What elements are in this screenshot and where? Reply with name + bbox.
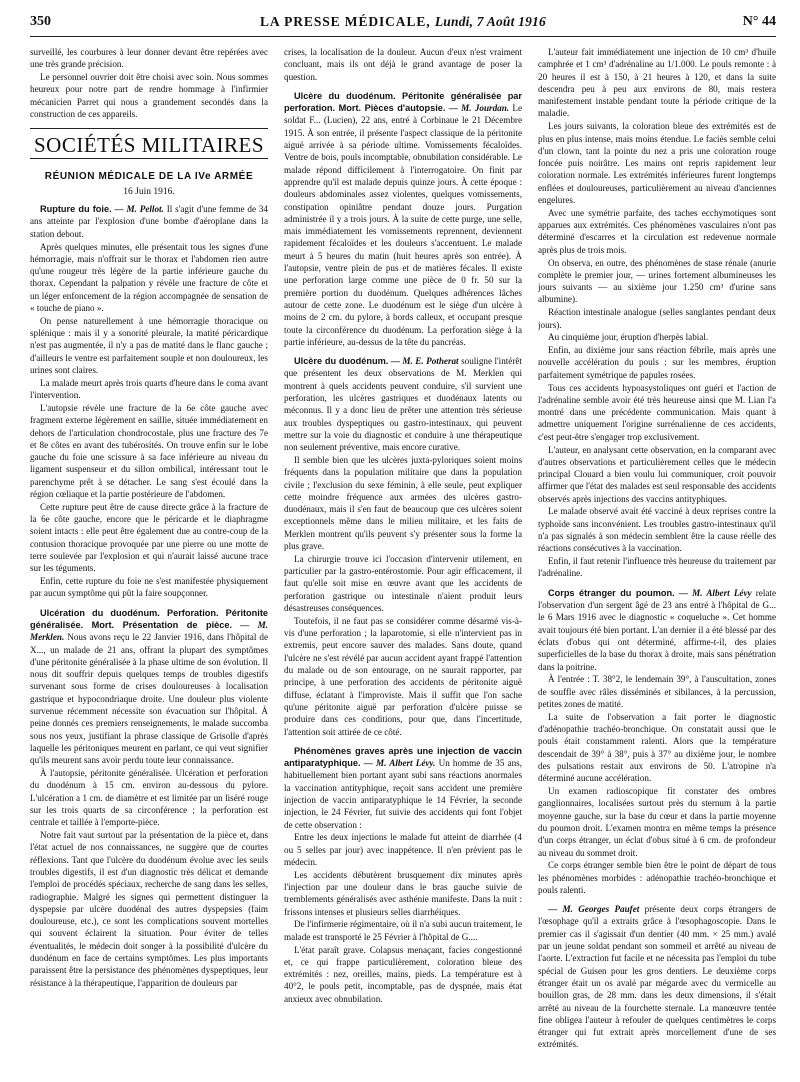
paragraph: Entre les deux injections le malade fut atteint de diarrhée (4 ou 5 selles par jour) avec inappétence. Il n'en prévient pas le médecin.: [284, 832, 522, 867]
paragraph: L'auteur, en analysant cette observation, en la comparant avec d'autres observations et particulièrement celles que le médecin principal Clouard a bien voulu lui communiquer, croit pouvoir affirmer que l'état des malades est seul responsable des accidents observés après injections des vaccins antityphiques.: [538, 444, 776, 504]
article-paragraph: [538, 903, 776, 1051]
journal-name: LA PRESSE MÉDICALE,: [260, 14, 431, 29]
paragraph: Toutefois, il ne faut pas se considérer comme désarmé vis-à-vis d'une perforation ; la laparotomie, si elle n'intervient pas in extremis, peut encore sauver des malades. Sans doute, quand l'ulcère ne s'est révélé par aucun accident ayant frappé l'attention du malade ou de son entourage, on ne saurait rapporter, par principe, à une perforation des accidents de péritonite aiguë diffuse, éclatant à l'improviste. Mais il suffit que l'on sache qu'une péritonite aiguë par perforation d'ulcère puisse se produire dans ces conditions, pour que, dans l'incertitude, l'attention soit attirée de ce côté.: [284, 615, 522, 737]
article-paragraph: [30, 607, 268, 767]
paragraph: Les accidents débutèrent brusquement dix minutes après l'injection par une douleur dans le bras gauche suivie de tremblements généralisés avec asthénie manifeste. Dans la nuit : frissons intenses et plusieurs selles diarrhéiques.: [284, 869, 522, 917]
paragraph: On pense naturellement à une hémorragie thoracique ou splénique : mais il y a sonorité pleurale, la matité péricardique n'est pas augmentée, il n'y a pas de matité dans le flanc gauche ; d'ailleurs le ventre est parfaitement souple et non douloureux, les urines sont claires.: [30, 315, 268, 376]
page-number: 350: [30, 14, 51, 29]
article-author: — M. Merklen.: [30, 619, 268, 643]
paragraph: Tous ces accidents hypoasystoliques ont guéri et l'action de l'adrénaline semble avoir été très heureuse ainsi que M. Lian l'a montré dans une précédente communication. Mais quant à admettre uniquement l'origine surrénalienne de ces accidents, c'est peut-être s'engager trop exclusivement.: [538, 382, 776, 442]
paragraph: La suite de l'observation a fait porter le diagnostic d'adénopathie trachéo-bronchique. On constatait aussi que le pouls était constamment ralenti. Alors que la température descendait de 39° à 38°, puis à 37° au dixième jour, le nombre des pulsations restait aux environs de 50. L'atropine n'a déterminé aucune accélération.: [538, 711, 776, 784]
paragraph: À l'autopsie, péritonite généralisée. Ulcération et perforation du duodénum à 15 cm. environ au-dessous du pylore. L'ulcération a 1 cm. de diamètre et est limitée par un liséré rouge sur les trois quarts de sa circonférence ; la perforation est centrale et taillée à l'emporte-pièce.: [30, 768, 268, 828]
issue-date: Lundi, 7 Août 1916: [434, 14, 546, 29]
article-author: — M. Albert Lévy.: [363, 758, 436, 769]
paragraph: Le malade observé avait été vacciné à deux reprises contre la typhoïde sans inconvénient. Les troubles gastro-intestinaux qu'il n'a pas signalés à son médecin semblent être la cause réelle des réactions consécutives à la vaccination.: [538, 506, 776, 554]
section-date: 16 Juin 1916.: [123, 186, 175, 197]
paragraph: De l'infirmerie régimentaire, où il n'a subi aucun traitement, le malade est transporté le 25 Février à l'hôpital de G....: [284, 919, 522, 942]
running-header: [30, 14, 776, 37]
article-author: — M. Pellot.: [114, 204, 164, 215]
journal-title-line: [30, 14, 776, 30]
article-author: — M. Jourdan.: [448, 103, 510, 114]
paragraph: crises, la localisation de la douleur. Aucun d'eux n'est vraiment concluant, mais ils ont déjà le grand avantage de poser la question.: [284, 47, 522, 82]
article-text: Un homme de 35 ans, habituellement bien portant ayant subi sans réactions anormales la vaccination antityphique, reçoit sans accident une première injection de vaccin antiparatyphique le 14 Février, la seconde injection, le 24 Février, fut suivie des accidents qui font l'objet de cette observation :: [284, 758, 522, 830]
paragraph: Notre fait vaut surtout par la présentation de la pièce et, dans l'état actuel de nos connaissances, ne suggère que de courtes réflexions. Tant que l'ulcère du duodénum évolue avec les seuls troubles digestifs, il est d'un diagnostic très délicat et demande l'emploi de procédés spéciaux, recherche de sang dans les selles, radiographie. Malgré les signes qui permettent distinguer la dyspepsie par ulcère duodénal des autres dyspepsies (faim douloureuse, etc.), ce sont les complications souvent mortelles qui souvent éclairent la situation. Pour éviter de telles éventualités, le médecin doit songer à la possibilité d'ulcère du duodénum en face de certains symptômes. Les plus importants paraissent être la persistance des phénomènes dyspeptiques, leur résistance à la thérapeutique, l'apparition de douleurs par: [30, 830, 268, 988]
paragraph: Il semble bien que les ulcères juxta-pyloriques soient moins fréquents dans la population militaire que dans la population civile ; l'exclusion du sexe féminin, à elle seule, peut expliquer cette moindre fréquence aux armées des ulcères gastro-duodénaux, mais il s'en faut de beaucoup que ces ulcères soient exceptionnels même dans le milieu militaire, et les faits de Merklen montrent qu'ils peuvent s'y présenter sous la forme la plus grave.: [284, 455, 522, 552]
paragraph: L'état paraît grave. Colapsus menaçant, facies congestionné et, ce qui frappe particulièrement, coloration bleue des extrémités : nez, oreilles, mains, pieds. La température est à 40°2, le pouls petit, incomptable, pas de dyspnée, mais état anxieux avec obnubilation.: [284, 944, 522, 1004]
article-author: — M. Albert Lévy: [678, 587, 752, 598]
article-heading: Rupture du foie.: [40, 204, 112, 215]
paragraph: surveillé, les courbures à leur donner devant être repérées avec une très grande précision.: [30, 47, 268, 70]
paragraph: À l'entrée : T. 38°2, le lendemain 39°, à l'auscultation, zones de souffle avec râles disséminés et sibilances, à la percussion, petites zones de matité.: [538, 674, 776, 709]
article-heading: Ulcération du duodénum. Perforation. Péritonite généralisée. Mort. Présentation de pièce.: [30, 607, 268, 630]
column-2: [284, 46, 522, 1076]
article-text: Nous avons reçu le 22 Janvier 1916, dans l'hôpital de X..., un malade de 21 ans, offrant la plupart des symptômes d'une péritonite généralisée à la phase ultime de son évolution. Il nous dit souffrir depuis quelques temps de troubles digestifs survenant sous forme de crises douloureuses à localisation gastrique et hypocondriaque droite. Une douleur plus violente survenue récemment nécessite son évacuation sur l'hôpital. À peine donnés ces premiers renseignements, le malade succomba sous nos yeux, justifiant la phrase classique de Grisolle d'après laquelle les péritoniques meurent en parlant, ce qui veut signifier qu'ils meurent sans avoir perdu toute leur connaissance.: [30, 632, 268, 766]
paragraph: Enfin, il faut retenir l'influence très heureuse du traitement par l'adrénaline.: [538, 556, 776, 579]
article-paragraph: [284, 90, 522, 348]
paragraph: Les jours suivants, la coloration bleue des extrémités est de plus en plus intense, mais moins étendue. Le faciès semble celui d'un clown, tant la pointe du nez a pris une coloration rouge foncée puis noirâtre. Les mains ont repris rapidement leur coloration normale. Les extrémités inférieures furent longtemps enflées et douloureuses, particulièrement au niveau d'anciennes engelures.: [538, 121, 776, 206]
article-author: — M. E. Potherat: [390, 356, 459, 367]
paragraph: Au cinquième jour, éruption d'herpès labial.: [548, 332, 709, 343]
article-text: présente deux corps étrangers de l'œsophage qu'il a extraits grâce à l'œsophagoscopie. Dans le premier cas il s'agissait d'un dentier (40 mm. × 25 mm.) avalé par un jeune soldat pendant son sommeil et arrêté au niveau de l'aorte. L'extraction fut facile et ne nécessita pas l'emploi du tube spécial de Guisen pour les gros dentiers. Le deuxième corps étranger était un os avalé par mégarde avec du vermicelle au bouillon gras, de 28 mm. dans les deux dimensions, il s'était arrêté au niveau de la fourchette sternale. La manœuvre tentée fine obligea l'auteur à refouler de quelques centimètres le corps étranger qui fut extrait après morcellement d'une de ses extrémités.: [538, 904, 776, 1050]
paragraph: La malade meurt après trois quarts d'heure dans le coma avant l'intervention.: [30, 377, 268, 401]
column-3: [538, 46, 776, 1076]
article-heading: Phénomènes graves après une injection de vaccin antiparatyphique.: [284, 745, 522, 769]
article-text: relate l'observation d'un sergent âgé de 23 ans entré à l'hôpital de G... le 6 Mars 1916 avec le diagnostic « coqueluche ». Cet homme avait toujours été bien portant. L'an dernier il a été blessé par des éclats d'obus qui ont déterminé, affirme-t-il, des plaies superficielles de la base du thorax à droite, mais sans pénétration dans la poitrine.: [538, 587, 776, 672]
article-heading: Ulcère du duodénum. Péritonite généralisée par perforation. Mort. Pièces d'autopsie.: [284, 90, 522, 114]
article-paragraph: [284, 745, 522, 831]
paragraph: Un examen radioscopique fit constater des ombres ganglionnaires, localisées surtout près du sternum à la partie moyenne gauche, sur la base du cœur et dans la partie moyenne du poumon droit. L'examen montra en même temps la présence d'un corps étranger, un éclat d'obus situé à 6 cm. de profondeur au niveau du sommet droit.: [538, 786, 776, 858]
paragraph: La chirurgie trouve ici l'occasion d'intervenir utilement, en particulier par la gastro-entérostomie. Pour agir efficacement, il faut qu'elle soit mise en œuvre avant que les accidents de perforation gastrique ou intestinale n'aient produit leurs désastreuses conséquences.: [284, 553, 522, 614]
paragraph: L'autopsie révèle une fracture de la 6e côte gauche avec fragment externe légèrement en saillie, située immédiatement en dehors de l'articulation chondrocostale, plus une fracture des 7e et 8e côtes en avant des tubérosités. On trouve enfin sur le lobe gauche du foie une scissure à sa face inférieure au niveau du ligament suspenseur et du sillon ombilical, intéressant tout le parenchyme prêt à se détacher. Le sang s'est écoulé dans la région cœliaque et la partie postérieure de l'abdomen.: [30, 402, 268, 499]
article-heading: Ulcère du duodénum.: [294, 356, 389, 367]
paragraph: Après quelques minutes, elle présentait tous les signes d'une hémorragie, mais n'offrait sur le thorax et l'abdomen rien autre qu'une rougeur très légère de la partie inférieure gauche du thorax. Cependant la palpation y révèle une fracture de côte et un léger enfoncement de la région accompagnée de sensation de « touche de piano ».: [30, 241, 268, 314]
article-heading: Corps étranger du poumon.: [548, 587, 675, 598]
text-columns: [30, 46, 776, 1076]
article-text: souligne l'intérêt que présentent les deux observations de M. Merklen qui montrent à quels accidents peuvent conduire, s'il survient une perforation, les ulcères gastriques et duodénaux latents ou méconnus. Il y a donc lieu de prêter une attention très sérieuse aux troubles dyspeptiques ou gastro-intestinaux, qui peuvent mettre sur la voie du diagnostic et conduire à une thérapeutique non seulement préventive, mais encore curative.: [284, 356, 522, 453]
paragraph: Réaction intestinale analogue (selles sanglantes pendant deux jours).: [538, 307, 776, 330]
column-1: [30, 46, 268, 1076]
article-text: Il s'agit d'une femme de 34 ans atteinte par l'explosion d'une bombe d'aéroplane dans la station debout.: [30, 204, 268, 239]
paragraph: L'auteur fait immédiatement une injection de 10 cm³ d'huile camphrée et 1 cm³ d'adrénaline au 1/1.000. Le pouls remonte : à 20 heures il est à 150, à 21 heures à 120, et dans la suite descendra peu à peu aux environs de 80, mais restera manifestement instable pendant toute la période critique de la maladie.: [538, 47, 776, 119]
paragraph: Le personnel ouvrier doit être choisi avec soin. Nous sommes heureux pour notre part de rendre hommage à l'infirmier mécanicien Parret qui nous a grandement secondés dans la construction de ces appareils.: [30, 72, 268, 119]
section-subtitle: RÉUNION MÉDICALE DE LA IVe ARMÉE: [44, 170, 254, 182]
section-title: SOCIÉTÉS MILITAIRES: [30, 131, 268, 158]
paragraph: Cette rupture peut être de cause directe grâce à la fracture de la 6e côte gauche, encore que le péricarde et le diaphragme soient intacts : elle peut être également due au contre-coup de la contusion thoracique provoquée par une pierre ou une motte de terre soulevée par l'explosion et qui n'aurait laissé aucune trace sur les téguments.: [30, 501, 268, 574]
issue-number: N° 44: [742, 14, 776, 29]
article-author: — M. Georges Paufet: [548, 904, 640, 915]
article-paragraph: [30, 203, 268, 240]
section-rule: [30, 128, 268, 129]
paragraph: Avec une symétrie parfaite, des taches ecchymotiques sont apparues aux extrémités. Ces phénomènes vasculaires n'ont pas déterminé d'escarres et la circulation est redevenue normale après plus de trois mois.: [538, 207, 776, 255]
article-paragraph: [538, 587, 776, 673]
article-text: Le soldat F... (Lucien), 22 ans, entré à Corbinaue le 21 Décembre 1915. À son entrée, il présente l'aspect classique de la péritonite aiguë arrivée à sa période ultime. Vomissements fécaloïdes. Ventre de bois, pouls incomptable, obnubilation considérable. Le malade répond difficilement à l'interrogatoire. On finit par apprendre qu'il est malade depuis quinze jours. À cette époque : douleurs abdominales assez violentes, quelques vomissements, constipation opiniâtre pendant douze jours. Purgation administrée il y a trois jours. À la suite de cette purge, une selle, mais immédiatement les vomissements reprennent, deviennent rapidement fécaloïdes et les douleurs s'accentuent. Le malade meurt à 5 heures du matin (huit heures après son entrée). À l'autopsie, ventre plein de pus et de matières fécales. Il existe une perforation large comme une pièce de 0 fr. 50 sur la première portion du duodénum. Quelques adhérences lâches autour de cette zone. Le duodénum est le siège d'un ulcère à moins de 2 cm. du pylore, à bords calleux, et occupant presque toute la circonférence du duodénum. La perforation siège à la partie inférieure, au-dessus de la tête du pancréas.: [284, 103, 522, 347]
paragraph: Enfin, au dixième jour sans réaction fébrile, mais après une nouvelle accélération du pouls : sur les membres, éruption parfaitement symétrique de papules rosées.: [538, 345, 776, 380]
paragraph: Ce corps étranger semble bien être le point de départ de tous les phénomènes morbides : adénopathie trachéo-bronchique et pouls ralenti.: [538, 860, 776, 895]
paragraph: Enfin, cette rupture du foie ne s'est manifestée physiquement par aucun symptôme qui pût la faire soupçonner.: [30, 576, 268, 599]
article-paragraph: [284, 355, 522, 453]
paragraph: On observa, en outre, des phénomènes de stase rénale (anurie complète le premier jour, — urines fortement albumineuses les jours suivants — au sixième jour 1.250 cm³ d'urine sans albumine).: [538, 257, 776, 305]
